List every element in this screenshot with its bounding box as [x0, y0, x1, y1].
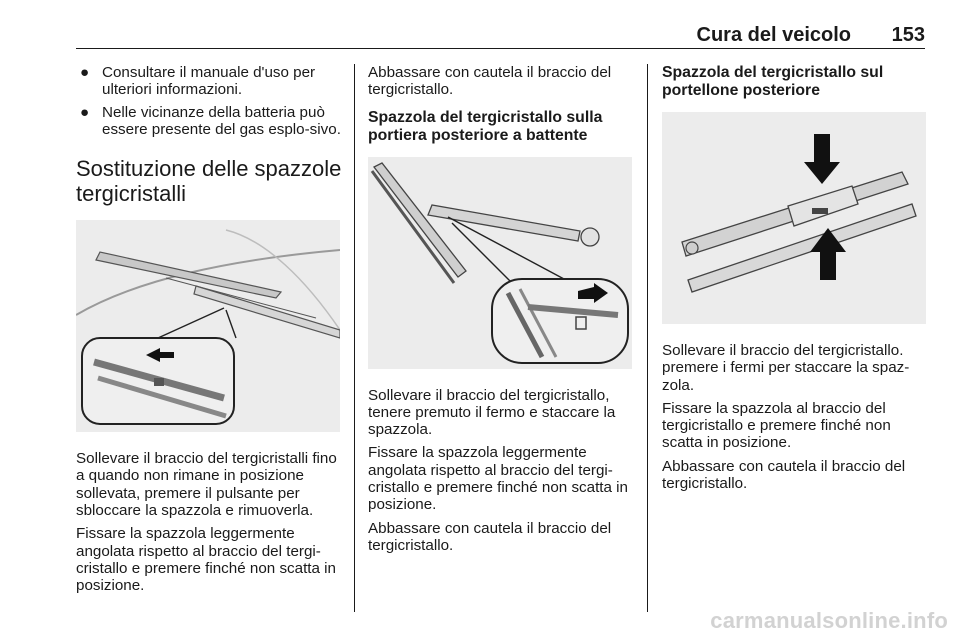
section-heading: Spazzola del tergicristallo sulla portiera posteriore a battente [368, 108, 603, 144]
bullet-icon: ● [80, 103, 90, 121]
bullet-text: Consultare il manuale d'uso per ulteriori informazioni. [102, 64, 316, 99]
body-text: Sollevare il braccio del tergicristallo. premere i fermi per staccare la spaz-zola. [662, 342, 910, 394]
column-left [76, 64, 344, 601]
body-text: Fissare la spazzola leggermente angolata rispetto al braccio del tergi-cristallo e premere finché non scatta in posizione. [76, 525, 337, 595]
tailgate-wiper-illustration [662, 112, 926, 324]
section-title: Cura del veicolo [696, 24, 851, 46]
page-number: 153 [891, 24, 925, 46]
body-text: Sollevare il braccio del tergicristallo, tenere premuto il fermo e staccare la spazzola. [368, 386, 616, 439]
rear-door-wiper-illustration [368, 157, 632, 369]
body-text: Fissare la spazzola leggermente angolata rispetto al braccio del tergi-cristallo e premere finché non scatta in posizione. [368, 444, 629, 514]
column-middle [368, 64, 638, 560]
body-text: Abbassare con cautela il braccio del tergicristallo. [662, 457, 906, 493]
section-heading: Sostituzione delle spazzole tergicristalli [76, 156, 342, 207]
page-header [76, 22, 925, 49]
section-heading: Spazzola del tergicristallo sul portellone posteriore [662, 64, 884, 99]
body-text: Sollevare il braccio del tergicristalli fino a quando non rimane in posizione sollevata, premere il pulsante per sbloccare la spazzola e rimuoverla. [76, 450, 337, 520]
windscreen-wiper-illustration [76, 220, 340, 432]
body-text: Fissare la spazzola al braccio del tergicristallo e premere finché non scatta in posizione. [662, 399, 891, 452]
watermark: carmanualsonline.info [710, 608, 948, 633]
column-right [662, 64, 927, 498]
bullet-text: Nelle vicinanze della batteria può essere presente del gas esplo-sivo. [102, 103, 341, 138]
column-divider [354, 64, 355, 612]
body-text: Abbassare con cautela il braccio del tergicristallo. [368, 64, 612, 99]
body-text: Abbassare con cautela il braccio del tergicristallo. [368, 519, 612, 554]
bullet-item [76, 104, 344, 139]
bullet-icon: ● [80, 64, 90, 81]
bullet-item [76, 64, 344, 99]
column-divider [647, 64, 648, 612]
